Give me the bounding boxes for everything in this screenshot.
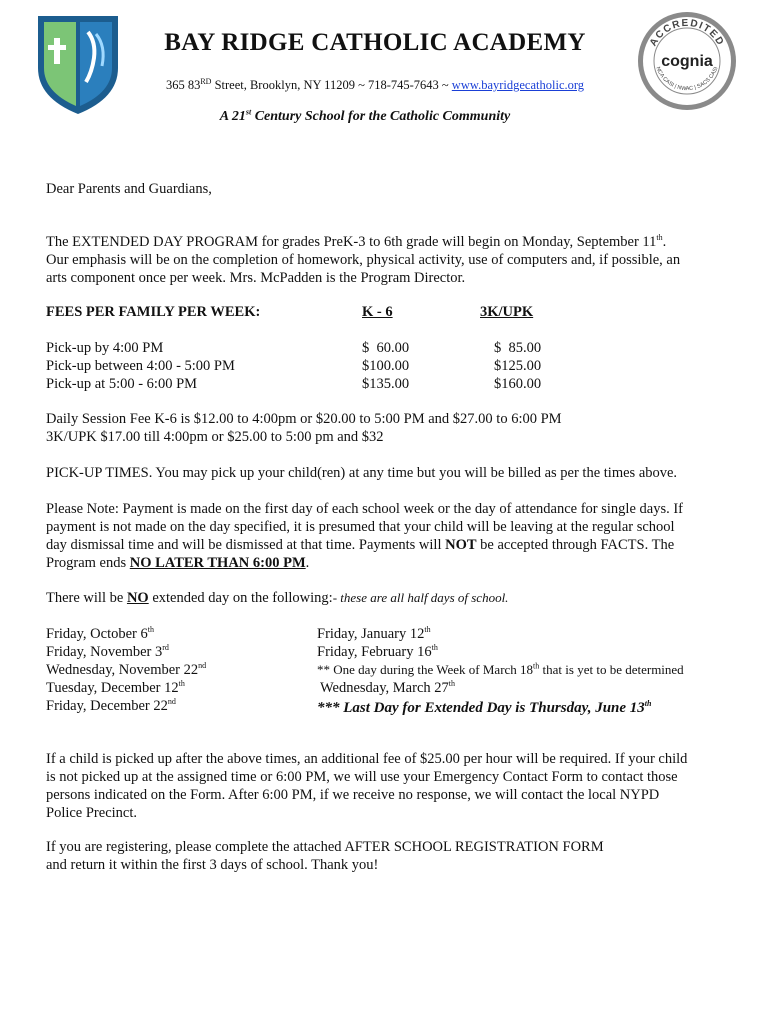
registration-paragraph: If you are registering, please complete the attached AFTER SCHOOL REGISTRATION FORM and return it within the first 3 days of school. Thank you! [46,839,604,873]
list-item: Friday, December 22nd [46,697,176,714]
school-tagline: A 21st Century School for the Catholic Community [219,107,511,124]
half-days-list-right [317,625,737,717]
pickup-times-note: PICK-UP TIMES. You may pick up your child(ren) at any time but you will be billed as per the times above. [46,465,678,481]
list-item: Wednesday, March 27th [320,679,455,696]
badge-center-text: cognia [661,53,713,70]
school-address: 365 83RD Street, Brooklyn, NY 11209 ~ 718-745-7643 ~ www.bayridgecatholic.org [165,76,585,92]
intro-paragraph: The EXTENDED DAY PROGRAM for grades PreK-3 to 6th grade will begin on Monday, September 11th. Our emphasis will be on the completion of homework, physical activity, use of computers and, if possible, an arts component once per week. Mrs. McPadden is the Program Director. [46,233,681,286]
fee-row-3kupk: $125.00 [494,358,542,374]
list-item: Friday, January 12th [317,625,431,642]
badge-top-text: ACCREDITED [647,17,727,49]
list-item: ** One day during the Week of March 18th that is yet to be determined [317,661,684,677]
fee-row-label: Pick-up by 4:00 PM [46,340,164,356]
fee-row-label: Pick-up between 4:00 - 5:00 PM [46,358,235,374]
daily-session-fees: Daily Session Fee K-6 is $12.00 to 4:00pm or $20.00 to 5:00 PM and $27.00 to 6:00 PM 3K/UPK $17.00 till 4:00pm or $25.00 to 5:00 pm and $32 [46,411,562,445]
list-item: Wednesday, November 22nd [46,661,207,678]
fee-row-k6: $135.00 [362,376,410,392]
half-days-list-left [46,625,306,715]
col-header-3kupk: 3K/UPK [480,304,534,320]
col-header-k6: K - 6 [362,304,393,320]
cognia-accreditation-badge [636,10,738,112]
list-item: Friday, February 16th [317,643,438,660]
payment-note: Please Note: Payment is made on the first day of each school week or the day of attendance for single days. If payment is not made on the day specified, it is presumed that your child will be leaving at the regular school day dismissal time and will be dismissed at that time. Payments will NOT be accepted through FACTS. The Program ends NO LATER THAN 6:00 PM. [46,501,683,571]
greeting: Dear Parents and Guardians, [46,181,212,197]
website-link[interactable]: www.bayridgecatholic.org [451,78,585,92]
fee-row-k6: $ 60.00 [362,340,410,356]
fees-heading: FEES PER FAMILY PER WEEK: [46,304,261,320]
list-item: Friday, October 6th [46,625,154,642]
late-pickup-paragraph: If a child is picked up after the above times, an additional fee of $25.00 per hour will be required. If your child is not picked up at the assigned time or 6:00 PM, we will use your Emergency Contact Form to contact those persons indicated on the Form. After 6:00 PM, if we receive no response, we will contact the local NYPD Police Precinct. [46,751,688,821]
school-name: BAY RIDGE CATHOLIC ACADEMY [164,29,586,56]
last-day-note: *** Last Day for Extended Day is Thursday, June 13th [317,699,652,716]
no-extended-day-heading: There will be NO extended day on the following:- these are all half days of school. [46,590,509,606]
badge-bottom-text: NCA CASI | NWAC | SACS CASI [654,66,720,93]
fee-row-k6: $100.00 [362,358,410,374]
school-shield-logo [36,12,120,116]
list-item: Friday, November 3rd [46,643,169,660]
fee-row-3kupk: $ 85.00 [494,340,542,356]
list-item: Tuesday, December 12th [46,679,185,696]
fee-row-label: Pick-up at 5:00 - 6:00 PM [46,376,198,392]
fee-row-3kupk: $160.00 [494,376,542,392]
